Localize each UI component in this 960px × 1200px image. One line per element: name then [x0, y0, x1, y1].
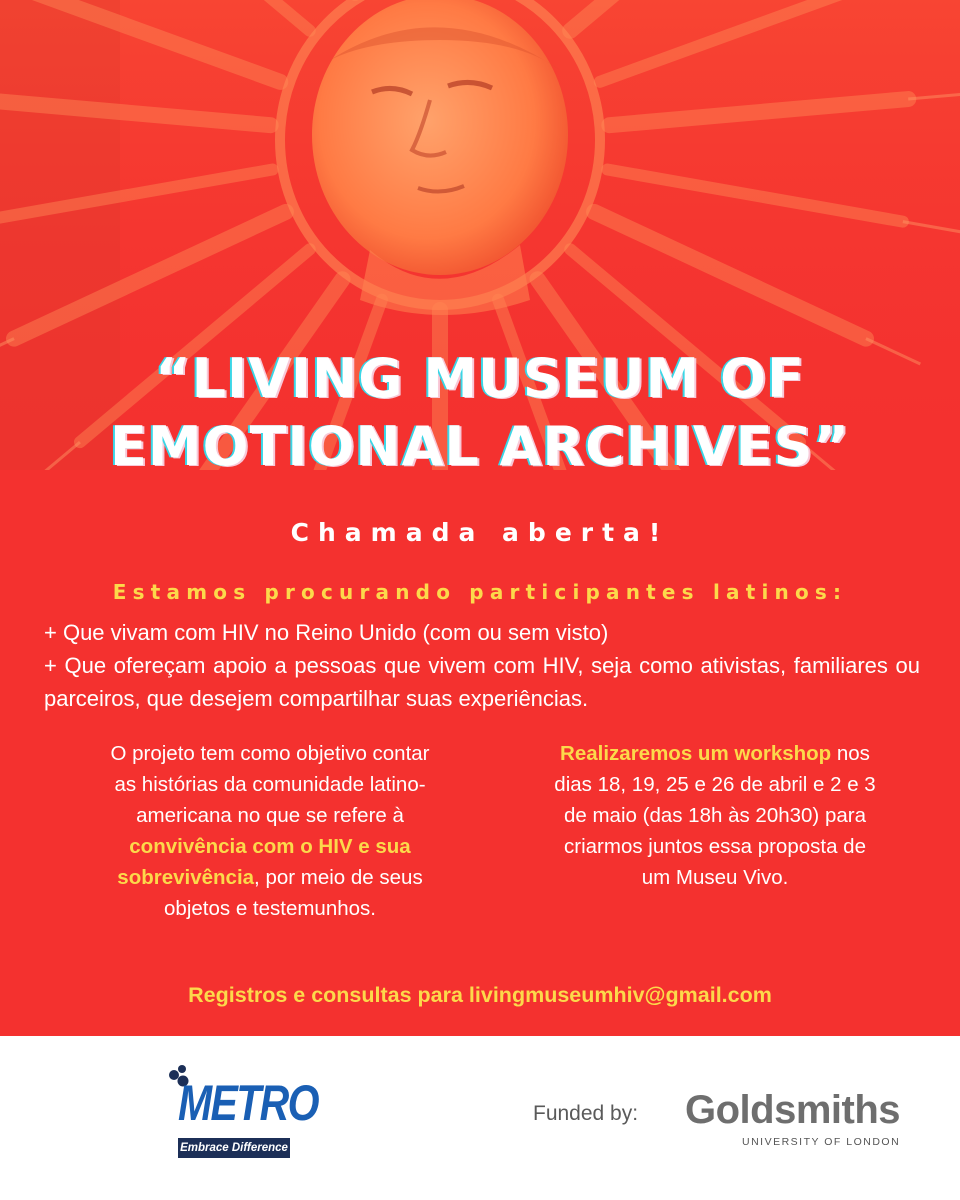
contact-line: Registros e consultas para livingmuseumhiv@gmail.com — [188, 983, 772, 1007]
workshop-highlight: Realizaremos um workshop — [560, 742, 832, 765]
funded-by-label: Funded by: — [533, 1102, 639, 1125]
title-line-2: EMOTIONAL ARCHIVES” — [110, 415, 850, 478]
metro-wordmark: METRO — [178, 1075, 318, 1131]
metro-tagline: Embrace Difference — [178, 1138, 290, 1158]
goldsmiths-subtitle: UNIVERSITY OF LONDON — [742, 1136, 901, 1148]
criteria-bullet-2: + Que ofereçam apoio a pessoas que vivem com HIV, seja como ativistas, familiares ou parceiros, que desejem compartilhar suas experiências. — [44, 653, 920, 711]
goldsmiths-wordmark: Goldsmiths — [685, 1088, 901, 1132]
project-description — [98, 738, 442, 924]
open-call-subtitle: Chamada aberta! — [290, 518, 670, 547]
project-intro: O projeto tem como objetivo contar as histórias da comunidade latino-americana no que se refere à — [110, 742, 430, 827]
face — [312, 0, 568, 275]
project-outro: , por meio de seus objetos e testemunhos. — [164, 866, 423, 920]
metro-logo — [166, 1064, 318, 1160]
project-highlight: convivência com o HIV e sua sobrevivência — [117, 835, 411, 889]
workshop-description — [548, 738, 882, 893]
criteria-bullet-1: + Que vivam com HIV no Reino Unido (com ou sem visto) — [44, 620, 609, 645]
seeking-heading: Estamos procurando participantes latinos: — [112, 580, 848, 604]
workshop-details: nos dias 18, 19, 25 e 26 de abril e 2 e 3 de maio (das 18h às 20h30) para criarmos juntos essa proposta de um Museu Vivo. — [554, 742, 876, 889]
title-line-1: “LIVING MUSEUM OF — [155, 347, 805, 410]
